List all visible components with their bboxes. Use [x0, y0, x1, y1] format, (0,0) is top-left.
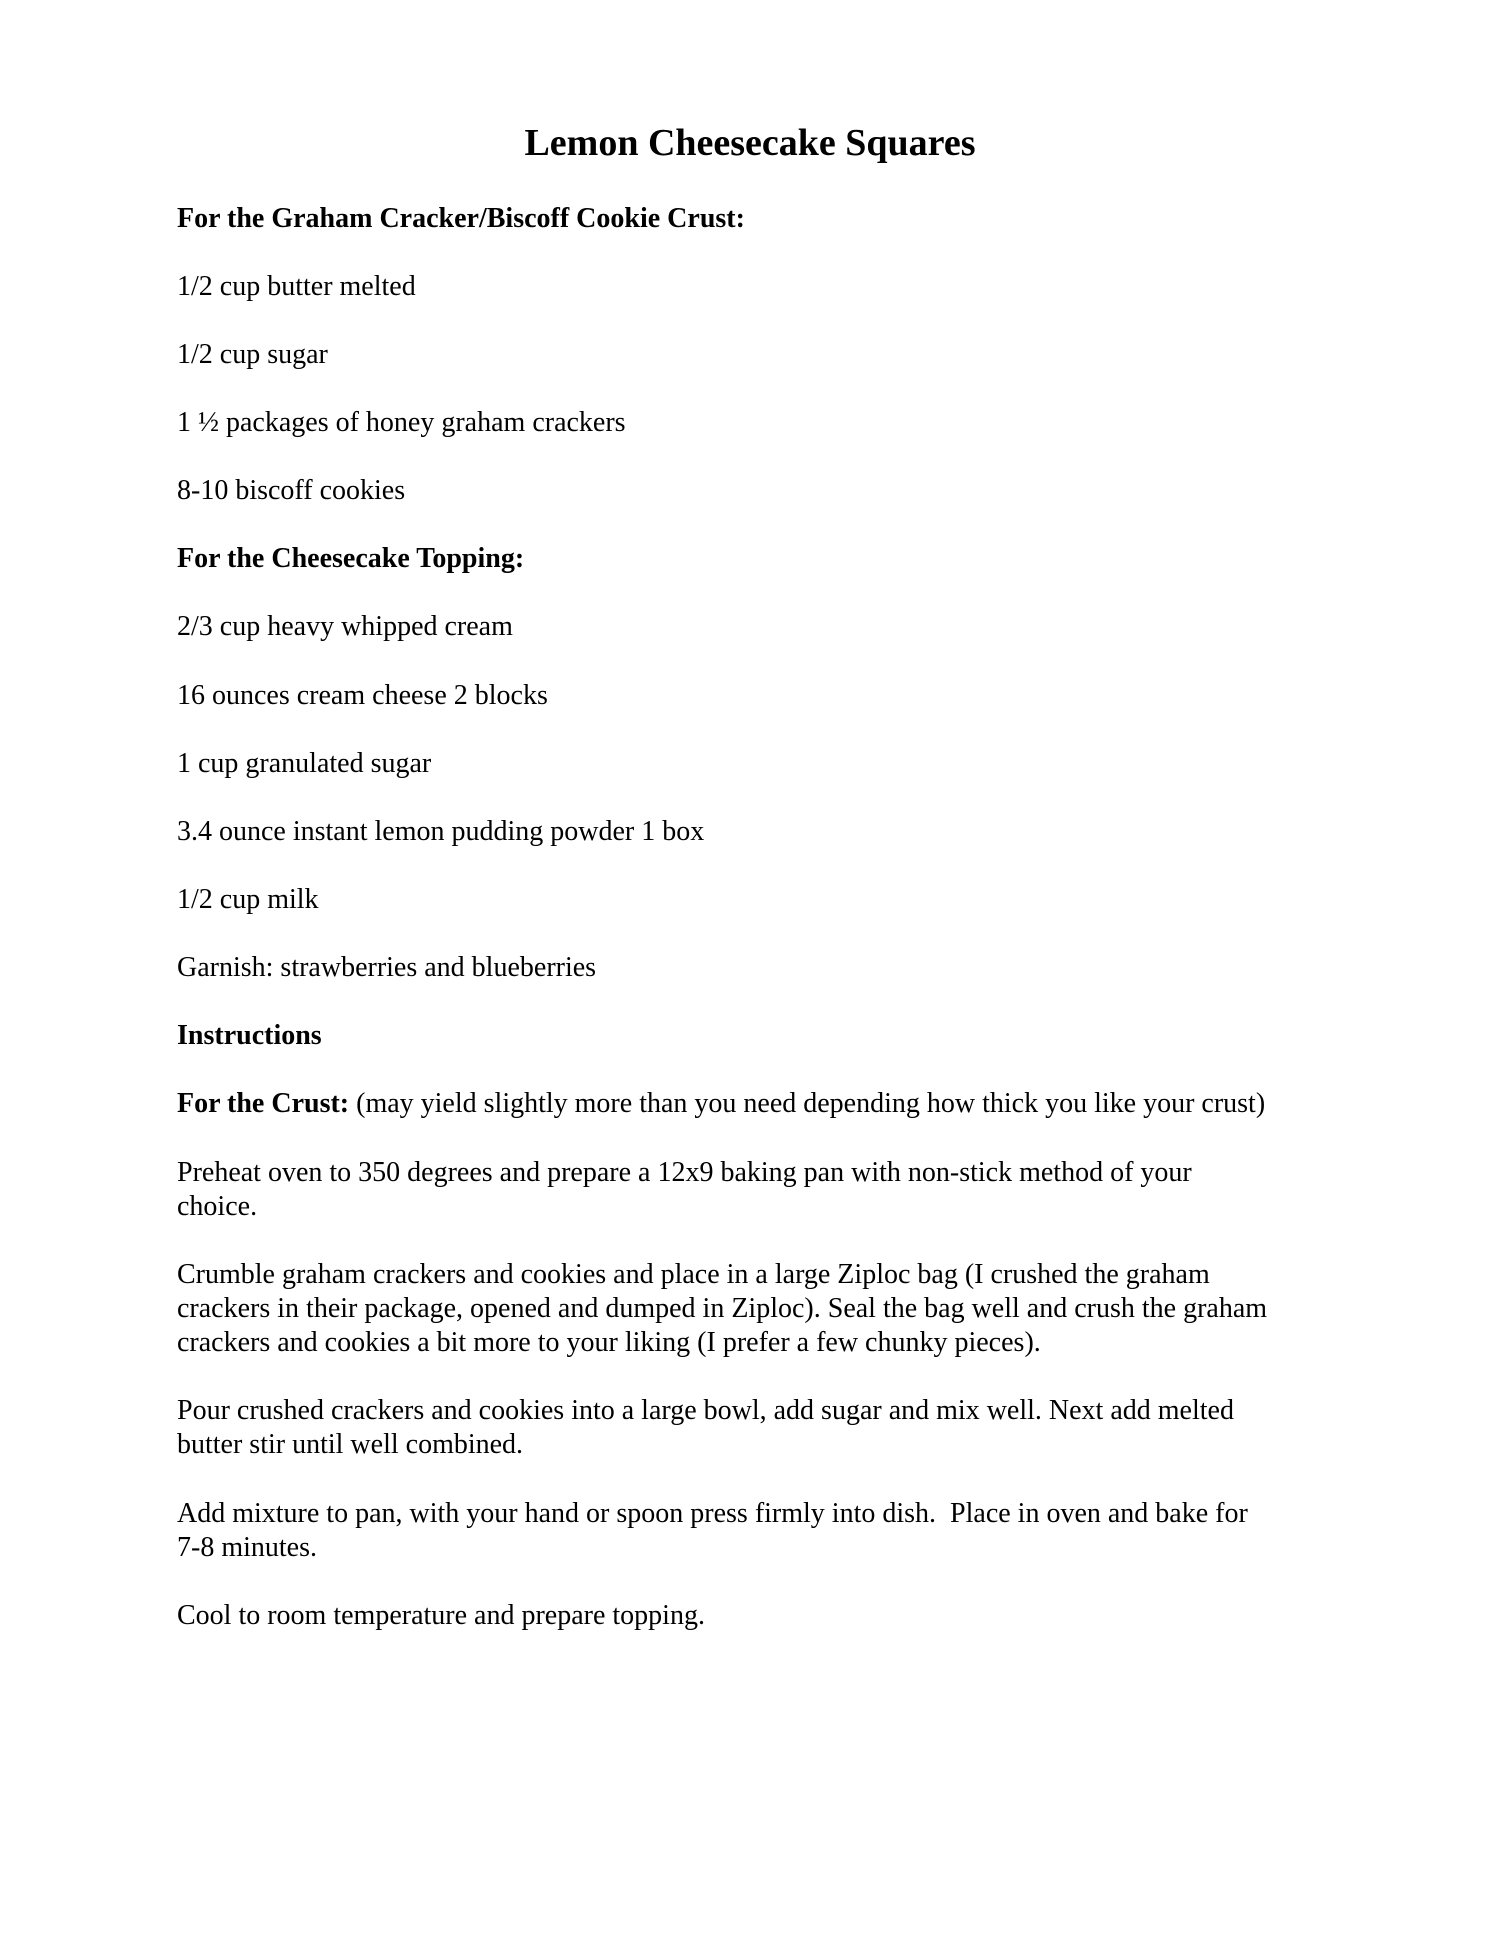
- instruction-step: [177, 1156, 1347, 1224]
- document-title: Lemon Cheesecake Squares: [524, 122, 976, 164]
- instruction-step: [177, 1599, 1347, 1633]
- crust-step-label: For the Crust:: [177, 1088, 350, 1119]
- instruction-line: Pour crushed crackers and cookies into a large bowl, add sugar and mix well. Next add melted: [177, 1395, 1234, 1426]
- instruction-step: [177, 1394, 1347, 1462]
- instruction-line: crackers in their package, opened and dumped in Ziploc). Seal the bag well and crush the graham: [177, 1293, 1268, 1324]
- topping-ingredient: Garnish: strawberries and blueberries: [177, 952, 597, 983]
- crust-ingredient: 1/2 cup butter melted: [177, 271, 416, 302]
- topping-ingredient: 3.4 ounce instant lemon pudding powder 1 box: [177, 816, 705, 847]
- instruction-step: [177, 1258, 1347, 1360]
- instruction-line: choice.: [177, 1191, 258, 1222]
- instruction-line: Preheat oven to 350 degrees and prepare a 12x9 baking pan with non-stick method of your: [177, 1157, 1192, 1188]
- instruction-line: Add mixture to pan, with your hand or spoon press firmly into dish. Place in oven and bake for: [177, 1498, 1248, 1529]
- instruction-step: [177, 1497, 1347, 1565]
- crust-step-intro: [177, 1087, 1347, 1121]
- topping-ingredient: 2/3 cup heavy whipped cream: [177, 611, 513, 642]
- topping-ingredient: 1 cup granulated sugar: [177, 748, 432, 779]
- topping-heading: For the Cheesecake Topping:: [177, 543, 525, 574]
- instruction-line: Crumble graham crackers and cookies and place in a large Ziploc bag (I crushed the graham: [177, 1259, 1210, 1290]
- crust-ingredient: 1/2 cup sugar: [177, 339, 328, 370]
- instruction-line: 7-8 minutes.: [177, 1532, 317, 1563]
- instruction-line: crackers and cookies a bit more to your liking (I prefer a few chunky pieces).: [177, 1327, 1041, 1358]
- crust-ingredient: 8-10 biscoff cookies: [177, 475, 406, 506]
- instruction-line: butter stir until well combined.: [177, 1429, 524, 1460]
- crust-ingredient: 1 ½ packages of honey graham crackers: [177, 407, 626, 438]
- instructions-heading: Instructions: [177, 1020, 322, 1051]
- crust-heading: For the Graham Cracker/Biscoff Cookie Crust:: [177, 203, 745, 234]
- crust-step-note: (may yield slightly more than you need depending how thick you like your crust): [349, 1088, 1266, 1119]
- topping-ingredient: 16 ounces cream cheese 2 blocks: [177, 680, 548, 711]
- instruction-line: Cool to room temperature and prepare topping.: [177, 1600, 705, 1631]
- topping-ingredient: 1/2 cup milk: [177, 884, 319, 915]
